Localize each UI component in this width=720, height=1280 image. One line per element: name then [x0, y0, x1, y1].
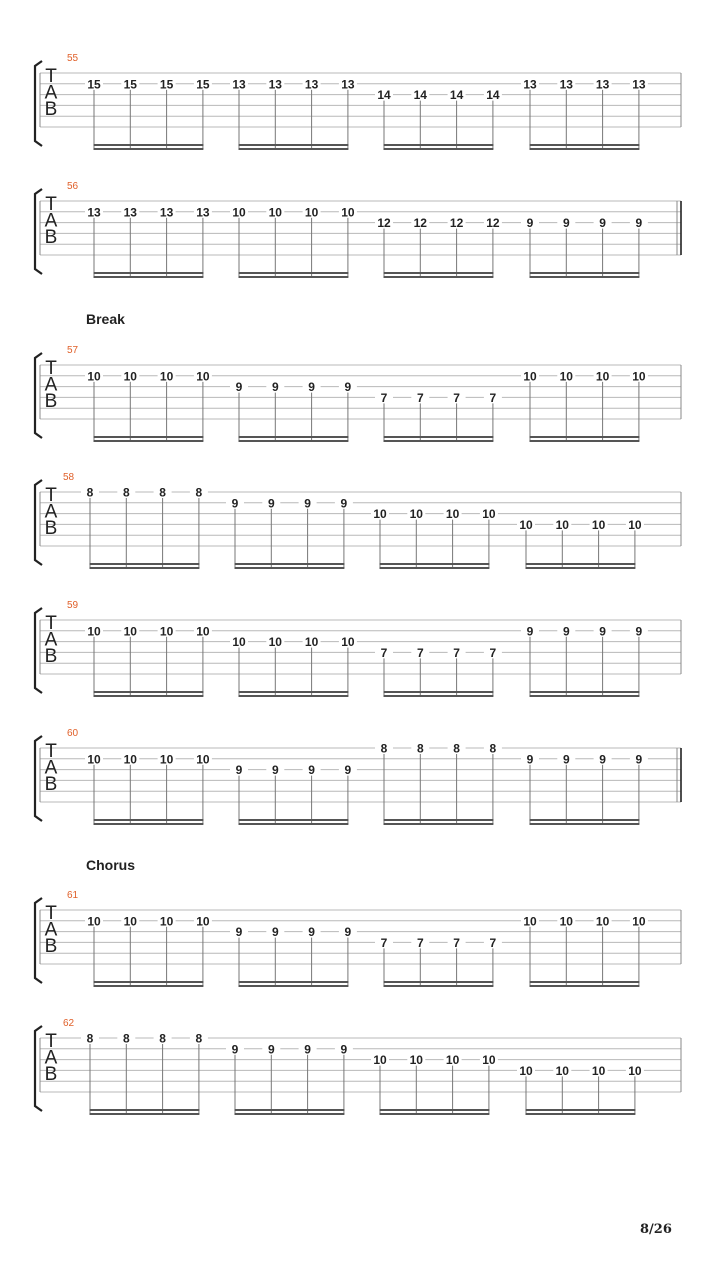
tab-clef-letter: B [44, 227, 58, 248]
measure-number: 56 [67, 181, 79, 192]
fret-number: 7 [489, 390, 497, 405]
fret-number: 12 [486, 216, 500, 231]
tab-clef-letter: A [44, 210, 58, 232]
fret-number: 9 [599, 752, 606, 767]
fret-number: 10 [268, 205, 282, 220]
fret-number: 9 [304, 496, 311, 511]
fret-number: 9 [562, 624, 570, 639]
tab-clef-letter: A [44, 82, 58, 104]
fret-number: 13 [559, 77, 573, 92]
fret-number: 10 [519, 517, 533, 532]
tab-clef-letter: A [44, 374, 58, 396]
system-brace [35, 608, 42, 693]
fret-number: 7 [453, 645, 460, 660]
fret-number: 10 [555, 1063, 569, 1078]
fret-number: 8 [453, 741, 460, 756]
fret-number: 10 [123, 752, 137, 767]
fret-number: 14 [449, 88, 464, 103]
fret-number: 12 [449, 216, 464, 231]
page-number: 8/26 [640, 1222, 672, 1237]
fret-number: 13 [304, 77, 319, 92]
fret-number: 10 [373, 1053, 387, 1068]
tab-clef-letter: T [45, 194, 57, 215]
fret-number: 10 [632, 914, 646, 929]
fret-number: 9 [526, 752, 534, 767]
fret-number: 8 [86, 1031, 94, 1046]
tab-clef-letter: T [45, 485, 57, 506]
tab-clef-letter: A [44, 629, 58, 651]
fret-number: 10 [159, 624, 174, 639]
fret-number: 9 [562, 752, 570, 767]
fret-number: 10 [341, 635, 355, 650]
fret-number: 9 [267, 496, 275, 511]
fret-number: 13 [232, 77, 246, 92]
fret-number: 9 [304, 1042, 311, 1057]
fret-number: 10 [87, 914, 101, 929]
system-brace [35, 353, 42, 438]
tab-clef-letter: T [45, 903, 57, 924]
measure-number: 58 [63, 472, 75, 483]
fret-number: 9 [308, 380, 315, 395]
section-label-break: Break [86, 311, 125, 327]
fret-number: 9 [344, 380, 352, 395]
fret-number: 10 [304, 635, 319, 650]
fret-number: 10 [196, 624, 210, 639]
system-brace [35, 1026, 42, 1111]
fret-number: 9 [271, 380, 279, 395]
fret-number: 9 [562, 216, 570, 231]
fret-number: 8 [195, 1031, 203, 1046]
fret-number: 15 [159, 77, 174, 92]
tab-clef-letter: A [44, 919, 58, 941]
fret-number: 7 [380, 935, 388, 950]
fret-number: 7 [416, 935, 424, 950]
fret-number: 9 [235, 380, 243, 395]
fret-number: 9 [308, 925, 315, 940]
fret-number: 9 [599, 216, 606, 231]
fret-number: 15 [87, 77, 101, 92]
fret-number: 9 [344, 763, 352, 778]
fret-number: 10 [628, 1063, 642, 1078]
fret-number: 10 [232, 205, 246, 220]
fret-number: 9 [235, 763, 243, 778]
fret-number: 10 [87, 369, 101, 384]
fret-number: 10 [559, 369, 573, 384]
measure-number: 57 [67, 345, 79, 356]
tab-clef-letter: B [44, 518, 58, 539]
fret-number: 15 [123, 77, 137, 92]
measure-number: 59 [67, 600, 79, 611]
fret-number: 9 [526, 624, 534, 639]
fret-number: 13 [87, 205, 101, 220]
fret-number: 8 [489, 741, 497, 756]
fret-number: 10 [591, 1063, 606, 1078]
fret-number: 9 [340, 1042, 348, 1057]
fret-number: 7 [489, 645, 497, 660]
tab-clef-letter: B [44, 391, 58, 412]
system-brace [35, 898, 42, 983]
fret-number: 8 [416, 741, 424, 756]
fret-number: 7 [453, 935, 460, 950]
fret-number: 10 [304, 205, 319, 220]
fret-number: 12 [413, 216, 427, 231]
fret-number: 13 [196, 205, 210, 220]
fret-number: 13 [123, 205, 137, 220]
fret-number: 12 [377, 216, 391, 231]
fret-number: 10 [159, 369, 174, 384]
fret-number: 10 [555, 517, 569, 532]
fret-number: 13 [159, 205, 174, 220]
fret-number: 13 [632, 77, 646, 92]
fret-number: 10 [628, 517, 642, 532]
fret-number: 14 [413, 88, 427, 103]
measure-number: 61 [67, 890, 79, 901]
system-brace [35, 736, 42, 821]
fret-number: 7 [453, 390, 460, 405]
fret-number: 10 [196, 369, 210, 384]
fret-number: 13 [268, 77, 282, 92]
section-label-chorus: Chorus [86, 857, 135, 873]
fret-number: 10 [482, 1053, 496, 1068]
fret-number: 9 [344, 925, 352, 940]
fret-number: 10 [268, 635, 282, 650]
system-brace [35, 480, 42, 565]
fret-number: 10 [523, 914, 537, 929]
fret-number: 10 [595, 369, 610, 384]
fret-number: 8 [380, 741, 388, 756]
tab-clef-letter: T [45, 358, 57, 379]
fret-number: 9 [271, 763, 279, 778]
tab-clef-letter: B [44, 99, 58, 120]
fret-number: 14 [377, 88, 391, 103]
fret-number: 10 [523, 369, 537, 384]
system-brace [35, 189, 42, 274]
fret-number: 10 [123, 369, 137, 384]
fret-number: 10 [445, 507, 460, 522]
fret-number: 10 [159, 752, 174, 767]
fret-number: 15 [196, 77, 210, 92]
fret-number: 13 [341, 77, 355, 92]
tab-clef-letter: B [44, 646, 58, 667]
fret-number: 10 [482, 507, 496, 522]
fret-number: 7 [416, 645, 424, 660]
tab-clef-letter: T [45, 741, 57, 762]
fret-number: 10 [559, 914, 573, 929]
fret-number: 10 [519, 1063, 533, 1078]
fret-number: 10 [232, 635, 246, 650]
tab-clef-letter: A [44, 757, 58, 779]
fret-number: 8 [195, 485, 203, 500]
tab-clef-letter: B [44, 1064, 58, 1085]
fret-number: 9 [635, 624, 643, 639]
fret-number: 13 [595, 77, 610, 92]
fret-number: 9 [635, 216, 643, 231]
fret-number: 8 [122, 1031, 130, 1046]
fret-number: 10 [123, 914, 137, 929]
measure-number: 62 [63, 1018, 75, 1029]
tab-clef-letter: A [44, 1047, 58, 1069]
fret-number: 8 [86, 485, 94, 500]
tab-clef-letter: A [44, 501, 58, 523]
fret-number: 10 [591, 517, 606, 532]
fret-number: 10 [632, 369, 646, 384]
fret-number: 7 [416, 390, 424, 405]
fret-number: 10 [341, 205, 355, 220]
tab-clef-letter: B [44, 774, 58, 795]
fret-number: 10 [87, 624, 101, 639]
fret-number: 10 [123, 624, 137, 639]
fret-number: 10 [196, 914, 210, 929]
measure-number: 60 [67, 728, 79, 739]
tab-clef-letter: T [45, 613, 57, 634]
fret-number: 13 [523, 77, 537, 92]
fret-number: 14 [486, 88, 500, 103]
fret-number: 9 [308, 763, 315, 778]
fret-number: 9 [599, 624, 606, 639]
fret-number: 10 [409, 1053, 423, 1068]
fret-number: 10 [196, 752, 210, 767]
measure-number: 55 [67, 53, 79, 64]
fret-number: 9 [271, 925, 279, 940]
fret-number: 10 [409, 507, 423, 522]
tab-clef-letter: T [45, 1031, 57, 1052]
fret-number: 8 [122, 485, 130, 500]
fret-number: 7 [380, 390, 388, 405]
fret-number: 9 [267, 1042, 275, 1057]
fret-number: 10 [445, 1053, 460, 1068]
fret-number: 9 [526, 216, 534, 231]
fret-number: 8 [159, 1031, 166, 1046]
fret-number: 7 [489, 935, 497, 950]
fret-number: 9 [231, 1042, 239, 1057]
tab-clef-letter: T [45, 66, 57, 87]
fret-number: 9 [635, 752, 643, 767]
tab-clef-letter: B [44, 936, 58, 957]
fret-number: 10 [159, 914, 174, 929]
system-brace [35, 61, 42, 146]
fret-number: 10 [595, 914, 610, 929]
fret-number: 10 [87, 752, 101, 767]
fret-number: 8 [159, 485, 166, 500]
fret-number: 10 [373, 507, 387, 522]
fret-number: 9 [340, 496, 348, 511]
fret-number: 9 [231, 496, 239, 511]
fret-number: 9 [235, 925, 243, 940]
fret-number: 7 [380, 645, 388, 660]
